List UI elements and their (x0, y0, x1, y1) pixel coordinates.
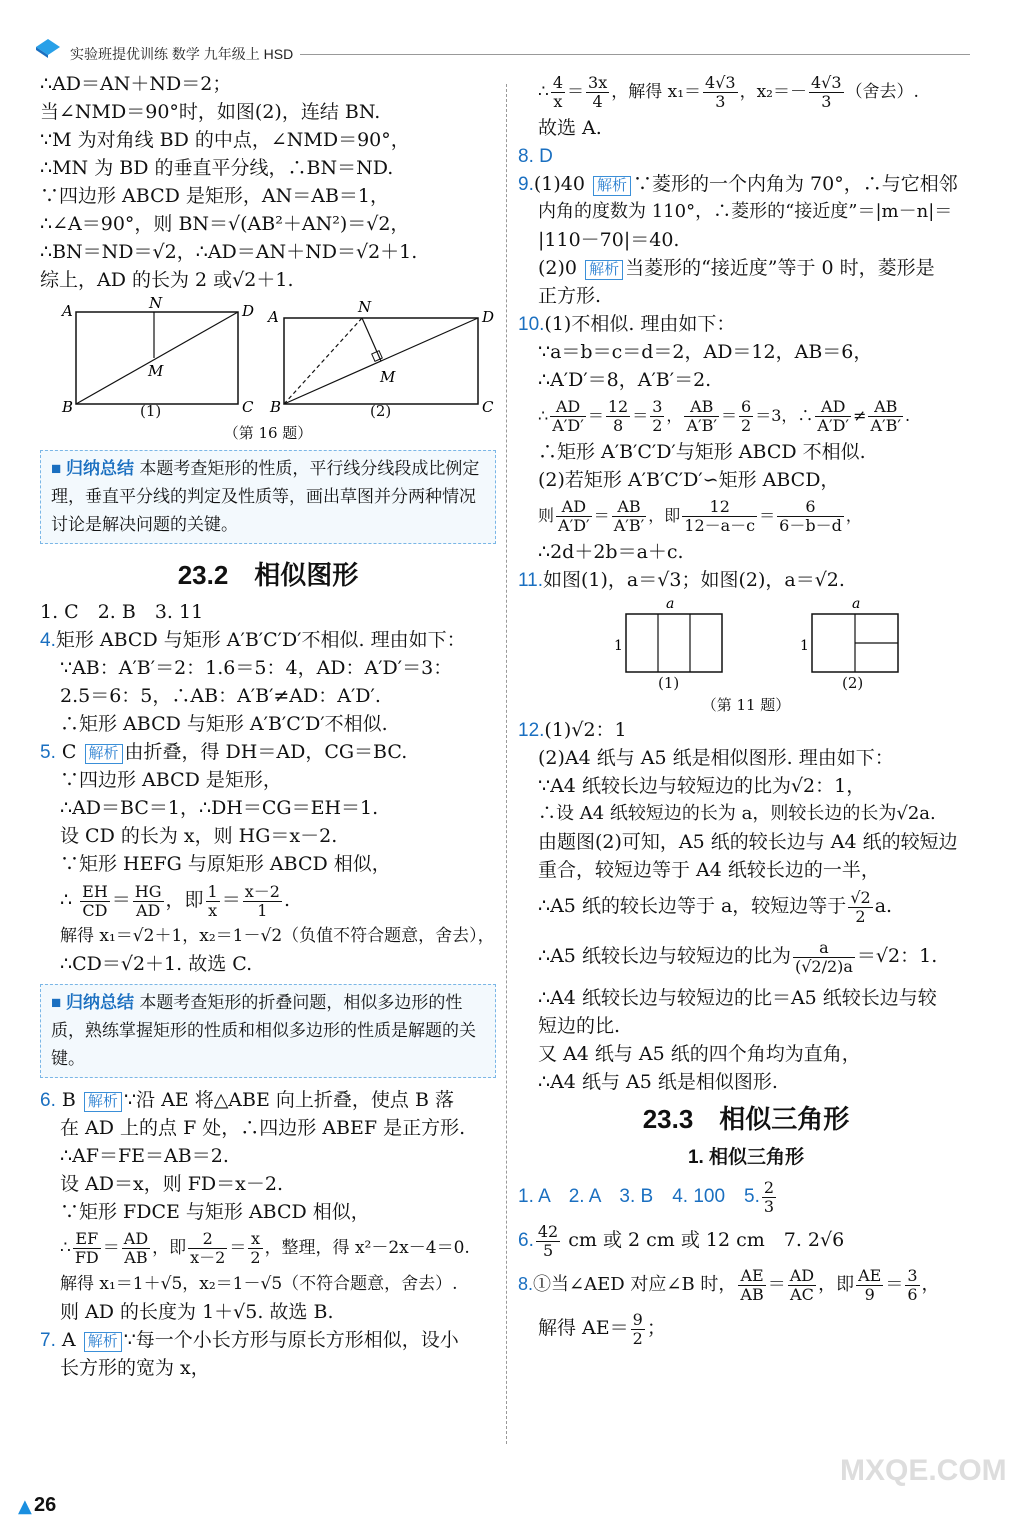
analysis-tag: 解析 (84, 1092, 122, 1112)
fraction (777, 498, 844, 535)
fraction (551, 74, 565, 111)
numerator: 3x (588, 73, 608, 92)
label-a: a (852, 596, 861, 612)
text-line: ∵四边形 ABCD 是矩形，AN＝AB＝1， (40, 185, 390, 207)
label-N: N (149, 294, 163, 312)
question-number: 8. (518, 1274, 534, 1294)
numerator: AB (612, 498, 647, 517)
text-line: 短边的比. (538, 1015, 621, 1037)
text-line: 故选 A. (538, 117, 602, 139)
text-line: ∴A′D′＝8，A′B′＝2. (538, 369, 712, 391)
fraction (868, 398, 903, 435)
book-logo-icon (34, 36, 62, 58)
denominator: (√2/2)a (794, 956, 853, 976)
denominator: A′D′ (552, 416, 584, 435)
numerator: 6 (777, 498, 844, 517)
denominator: AB (124, 1248, 148, 1267)
denominator: AB (740, 1284, 764, 1304)
label-C: C (482, 398, 494, 416)
answer-choice: A (61, 1329, 76, 1351)
figure-11-diagram (518, 594, 974, 694)
formula-line: ∴ $\frac{EF}{FD}$ ＝ $\frac{AD}{AB}$ ，即 $\frac{2}{x-2}$ ＝ $\frac{x}{2}$ ，整理，得 x²－2x－4＝0. (60, 1229, 470, 1267)
answer-text: ∵菱形的一个内角为 70°，∴与它相邻 (633, 173, 958, 195)
text-line: (2)A4 纸与 A5 纸是相似图形. 理由如下： (538, 747, 894, 769)
text-line: ∴AD＝BC＝1，∴DH＝CG＝EH＝1. (60, 797, 379, 819)
analysis-tag: 解析 (84, 1332, 122, 1352)
denominator: AC (790, 1284, 814, 1304)
fraction (122, 1230, 150, 1267)
denominator: A′B′ (613, 516, 645, 535)
page-number: 26 (34, 1494, 57, 1516)
numerator: EH (82, 881, 108, 901)
text: ，即 (648, 506, 681, 525)
question-number: 9. (518, 174, 534, 195)
text: ，整理，得 x²－2x－4＝0. (264, 1238, 470, 1258)
fraction (788, 1267, 816, 1304)
arrow-up-icon: ▲ (18, 1496, 32, 1517)
watermark: MXQE.COM (840, 1454, 1007, 1487)
text: ＝3，∴ (755, 406, 814, 425)
answer-text: 由折叠，得 DH＝AD，CG＝BC. (124, 741, 408, 763)
numerator: AB (684, 398, 719, 417)
text-line: ∵a＝b＝c＝d＝2，AD＝12，AB＝6， (538, 341, 873, 363)
denominator: 8 (612, 416, 624, 435)
answer-line (518, 1218, 974, 1262)
denominator: A′B′ (870, 416, 902, 435)
denominator: 1 (257, 900, 268, 920)
section-title: 23.3 相似三角形 (642, 1104, 850, 1134)
label-C: C (242, 398, 254, 416)
text-line: ∴2d＋2b＝a＋c. (538, 541, 684, 563)
numerator: 4 (552, 73, 564, 92)
numerator: HG (134, 881, 162, 901)
answer-text: cm 或 2 cm 或 12 cm 7. 2√6 (568, 1229, 845, 1251)
summary-text: 本题考查矩形的折叠问题，相似多边形的性质，熟练掌握矩形的性质和相似多边形的性质是解题的关键。 (51, 993, 476, 1069)
fraction (133, 883, 164, 920)
answer-line (40, 1086, 496, 1114)
answer-text: ∵沿 AE 将△ABE 向上折叠，使点 B 落 (123, 1089, 454, 1111)
text-line: 长方形的宽为 x， (60, 1357, 210, 1379)
denominator: 6 (907, 1284, 918, 1304)
figure-16 (40, 294, 496, 444)
denominator: x－2 (190, 1248, 226, 1267)
label-N: N (358, 298, 372, 316)
text-line: ∴AF＝FE＝AB＝2. (60, 1145, 229, 1167)
fraction (762, 1179, 776, 1216)
text-line: ∴CD＝√2＋1. 故选 C. (60, 953, 253, 975)
text-line: 又 A4 纸与 A5 纸的四个角均为直角， (538, 1043, 861, 1065)
answer-text: (2)0 (538, 257, 578, 279)
fraction (703, 74, 738, 111)
text-line: ∵矩形 HEFG 与原矩形 ABCD 相似， (60, 853, 391, 875)
section-title: 23.2 相似图形 (177, 560, 359, 590)
numerator: √2 (850, 887, 871, 907)
analysis-tag: 解析 (593, 176, 631, 196)
text-line: 由题图(2)可知，A5 纸的较长边与 A4 纸的较短边 (538, 831, 958, 853)
answer-line (40, 626, 496, 654)
text-line: ∴MN 为 BD 的垂直平分线，∴BN＝ND. (40, 157, 394, 179)
text-line: ∴A4 纸与 A5 纸是相似图形. (538, 1071, 778, 1093)
text-line: (2)若矩形 A′B′C′D′∽矩形 ABCD， (538, 469, 840, 491)
numerator: 3 (907, 1265, 918, 1285)
column-divider (506, 84, 507, 1444)
text-line: ∵A4 纸较长边与较短边的比为√2：1， (538, 775, 866, 797)
denominator: 3 (715, 92, 726, 111)
answer-line (518, 170, 974, 198)
numerator: AD (550, 398, 586, 417)
answer-line (518, 254, 974, 282)
numerator: x (248, 1230, 262, 1249)
formula-line: ∴ $\frac{4}{x}$ ＝ $\frac{3x}{4}$ ，解得 x₁＝ $\frac{4√3}{3}$ ，x₂＝－ $\frac{4√3}{3}$ （舍去）. (538, 73, 919, 111)
summary-text: 本题考查矩形的性质，平行线分线段成比例定理，垂直平分线的判定及性质等，画出草图并分两种情况讨论是解决问题的关键。 (51, 459, 480, 535)
label-M: M (148, 362, 164, 380)
denominator: AD (135, 900, 161, 920)
question-number: 6. (40, 1090, 56, 1111)
denominator: 3 (821, 92, 832, 111)
denominator: x (553, 92, 563, 111)
text: 解得 AE＝ (538, 1317, 629, 1339)
denominator: 2 (632, 1328, 643, 1348)
subsection-title: 1. 相似三角形 (687, 1147, 805, 1168)
text-line: ∴AD＝AN＋ND＝2； (40, 73, 232, 95)
denominator: CD (82, 900, 108, 920)
text-line: 解得 x₁＝√2＋1，x₂＝1－√2（负值不符合题意，舍去）， (60, 926, 495, 946)
header-rule (300, 54, 970, 55)
left-column (40, 70, 496, 1382)
fraction (536, 1223, 560, 1260)
answer-text: (1)不相似. 理由如下： (544, 313, 736, 335)
fraction (848, 889, 872, 926)
numerator: 2 (188, 1230, 227, 1249)
numerator: 1 (207, 881, 218, 901)
denominator: 4 (592, 92, 603, 111)
answer-text: 当菱形的“接近度”等于 0 时，菱形是 (625, 257, 935, 279)
fraction (550, 398, 586, 435)
answer-line (518, 142, 974, 170)
text-line: ∵矩形 FDCE 与矩形 ABCD 相似， (60, 1201, 370, 1223)
subfigure-label: (1) (140, 402, 162, 420)
fraction (815, 398, 851, 435)
question-number: 7. (40, 1330, 56, 1351)
question-number: 12. (518, 720, 545, 741)
numerator: AD (815, 398, 851, 417)
numerator: AB (868, 398, 903, 417)
fraction (73, 1230, 101, 1267)
question-number: 4. (40, 630, 56, 651)
answer-line (40, 1326, 496, 1354)
answer-text: (1)40 (533, 173, 585, 195)
numerator: AE (858, 1265, 882, 1285)
formula-line: ∴ $\frac{EH}{CD}$ ＝ $\frac{HG}{AD}$ ，即 $\frac{1}{x}$ ＝ $\frac{x-2}{1}$ . (60, 881, 291, 920)
answer-text: ∵每一个小长方形与原长方形相似，设小 (123, 1329, 459, 1351)
denominator: 2 (250, 1248, 261, 1267)
numerator: 9 (632, 1309, 643, 1329)
answer-text: 8. D (518, 146, 553, 167)
answer-choice: B (61, 1089, 76, 1111)
numerator: AE (738, 1267, 765, 1286)
answer-line (518, 566, 974, 594)
text: 则 (538, 506, 555, 525)
answer-line (518, 1174, 974, 1218)
summary-label: ■ 归纳总结 (51, 993, 134, 1012)
denominator: 9 (864, 1284, 875, 1304)
text-line: 内角的度数为 110°，∴菱形的“接近度”＝|m－n|＝ (538, 201, 953, 222)
fraction (809, 74, 844, 111)
analysis-tag: 解析 (585, 260, 623, 280)
fraction (738, 1267, 765, 1304)
fraction (80, 883, 110, 920)
denominator: x (208, 900, 218, 920)
text-line: 当∠NMD＝90°时，如图(2)，连结 BN. (40, 101, 381, 123)
text: ，解得 x₁＝ (611, 82, 702, 102)
answer-line (518, 716, 974, 744)
fraction (206, 883, 220, 920)
text-line: 设 AD＝x，则 FD＝x－2. (60, 1173, 284, 1195)
summary-box (40, 450, 496, 544)
text-line: 则 AD 的长度为 1＋√5. 故选 B. (60, 1301, 334, 1323)
summary-label: ■ 归纳总结 (51, 459, 134, 478)
text-line: ∵四边形 ABCD 是矩形， (60, 769, 282, 791)
right-column (518, 70, 974, 1350)
text-line: 综上，AD 的长为 2 或√2＋1. (40, 269, 294, 291)
label-a: a (666, 596, 675, 612)
fraction (188, 1230, 227, 1267)
analysis-tag: 解析 (85, 744, 123, 764)
question-number: 5. (40, 742, 56, 763)
label-one: 1 (800, 638, 809, 654)
denominator: A′D′ (558, 516, 590, 535)
numerator: a (793, 939, 855, 958)
text: ＝√2：1. (856, 945, 938, 967)
answer-text: (1)√2：1 (544, 719, 627, 741)
subfigure-label: (2) (842, 674, 864, 692)
page-header (0, 0, 1024, 60)
numerator: 12 (607, 397, 629, 416)
fraction (739, 398, 753, 435)
numerator: 2 (763, 1177, 775, 1197)
denominator: 2 (652, 416, 663, 435)
numerator: AD (123, 1229, 149, 1248)
subfigure-label: (2) (370, 402, 392, 420)
denominator: 3 (763, 1196, 775, 1216)
answer-line: 1. C 2. B 3. 11 (40, 601, 204, 623)
fraction (556, 498, 592, 535)
answer-text: 矩形 ABCD 与矩形 A′B′C′D′不相似. 理由如下： (55, 629, 466, 651)
text: ，即 (818, 1274, 855, 1295)
text-line: ∴A4 纸较长边与较短边的比＝A5 纸较长边与较 (538, 987, 937, 1009)
numerator: 6 (741, 397, 752, 416)
formula-line (518, 884, 974, 928)
text-line: ∴BN＝ND＝√2，∴AD＝AN＋ND＝√2＋1. (40, 241, 418, 263)
label-B: B (62, 398, 74, 416)
formula-line: 则 $\frac{AD}{A'D'}$ ＝ $\frac{AB}{A'B'}$ ，即 $\frac{12}{12-a-c}$ ＝ $\frac{6}{6-b-d}$ ， (538, 497, 862, 535)
text-line: ∵M 为对角线 BD 的中点，∠NMD＝90°， (40, 129, 410, 151)
numerator: 42 (537, 1221, 559, 1241)
text-line: ∴矩形 A′B′C′D′与矩形 ABCD 不相似. (538, 441, 866, 463)
text-line: ∵AB：A′B′＝2：1.6＝5：4，AD：A′D′＝3： (60, 657, 453, 679)
denominator: FD (74, 1248, 99, 1267)
text: ，x₂＝－ (739, 82, 807, 102)
fraction (682, 498, 757, 535)
question-number: 10. (518, 314, 545, 335)
header-title: 实验班提优训练 数学 九年级上 HSD (70, 46, 294, 62)
text-line: 在 AD 上的点 F 处，∴四边形 ABEF 是正方形. (60, 1117, 466, 1139)
label-D: D (482, 308, 495, 326)
answer-choice: C (61, 741, 77, 763)
formula-line: ∴ $\frac{AD}{A'D'}$ ＝ $\frac{12}{8}$ ＝ $\frac{3}{2}$ ， $\frac{AB}{A'B'}$ ＝ $\frac{6}{2}$ ＝3，∴ $\frac{AD}{A'D'}$ ≠ $\frac{AB}{A'B'}$ . (538, 397, 911, 435)
formula-line: 解得 AE＝ $\frac{9}{2}$ ； (538, 1309, 666, 1348)
symbol: ∴ (60, 889, 73, 911)
text-line: 设 CD 的长为 x，则 HG＝x－2. (60, 825, 338, 847)
text-line: 重合，较短边等于 A4 纸较长边的一半， (538, 859, 880, 881)
fraction (243, 883, 282, 920)
label-D: D (242, 302, 255, 320)
text-line: |110－70|＝40. (538, 229, 680, 251)
figure-11 (518, 594, 974, 716)
subfigure-label: (1) (658, 674, 680, 692)
fraction (631, 1311, 645, 1348)
denominator: 12－a－c (684, 516, 756, 535)
fraction (684, 398, 719, 435)
label-M: M (380, 368, 396, 386)
answer-text: 1. A 2. A 3. B 4. 100 5. (518, 1186, 760, 1207)
answer-text: ①当∠AED 对应∠B 时， (533, 1274, 737, 1295)
figure-caption: （第 11 题） (701, 696, 791, 714)
text-line: 解得 x₁＝1＋√5，x₂＝1－√5（不符合题意，舍去）. (60, 1274, 458, 1294)
fraction (586, 74, 609, 111)
text: ∴A5 纸较长边与较短边的比为 (538, 945, 791, 967)
text-line: 2.5＝6：5，∴AB：A′B′≠AD：A′D′. (60, 685, 381, 707)
numerator: AD (789, 1265, 815, 1285)
denominator: A′B′ (686, 416, 718, 435)
text: ，即 (165, 889, 204, 911)
text: ，即 (152, 1238, 187, 1258)
text-line: 正方形. (538, 285, 602, 307)
numerator: EF (73, 1230, 101, 1249)
numerator: 3 (652, 397, 663, 416)
figure-caption: （第 16 题） (223, 424, 313, 442)
numerator: AD (556, 498, 592, 517)
formula-line (518, 928, 974, 984)
fraction (650, 398, 664, 435)
summary-box (40, 984, 496, 1078)
numerator: 4√3 (811, 73, 842, 92)
text: ∴A5 纸的较长边等于 a，较短边等于 (538, 895, 847, 917)
label-B: B (270, 398, 282, 416)
numerator: x－2 (244, 881, 280, 901)
fraction (793, 939, 855, 976)
denominator: 6－b－d (779, 516, 842, 535)
answer-text: 如图(1)，a＝√3；如图(2)，a＝√2. (543, 569, 845, 591)
denominator: 5 (542, 1240, 554, 1260)
fraction (606, 398, 630, 435)
question-number: 11. (518, 570, 544, 591)
fraction (856, 1267, 883, 1304)
label-A: A (268, 308, 279, 326)
text: a. (874, 895, 893, 917)
denominator: 2 (855, 906, 866, 926)
text-line: ∴矩形 ABCD 与矩形 A′B′C′D′不相似. (60, 713, 388, 735)
fraction (905, 1267, 919, 1304)
answer-line (40, 738, 496, 766)
question-number: 6. (518, 1230, 534, 1251)
figure-16-diagram (40, 294, 496, 420)
label-one: 1 (614, 638, 623, 654)
text: （舍去）. (845, 82, 919, 102)
answer-line (518, 310, 974, 338)
denominator: A′D′ (817, 416, 850, 435)
fraction (248, 1230, 262, 1267)
numerator: 12 (682, 498, 757, 517)
text-line: ∴设 A4 纸较短边的长为 a，则较长边的长为√2a. (538, 803, 936, 824)
numerator: 4√3 (705, 73, 736, 92)
answer-line: 8.①当∠AED 对应∠B 时， $\frac{AE}{AB}$ ＝ $\frac{AD}{AC}$ ，即 $\frac{AE}{9}$ ＝ $\frac{3}{6}$ ， (518, 1265, 940, 1304)
fraction (612, 498, 647, 535)
text-line: ∴∠A＝90°，则 BN＝√(AB²＋AN²)＝√2， (40, 213, 410, 235)
denominator: 2 (741, 416, 752, 435)
label-A: A (62, 302, 73, 320)
